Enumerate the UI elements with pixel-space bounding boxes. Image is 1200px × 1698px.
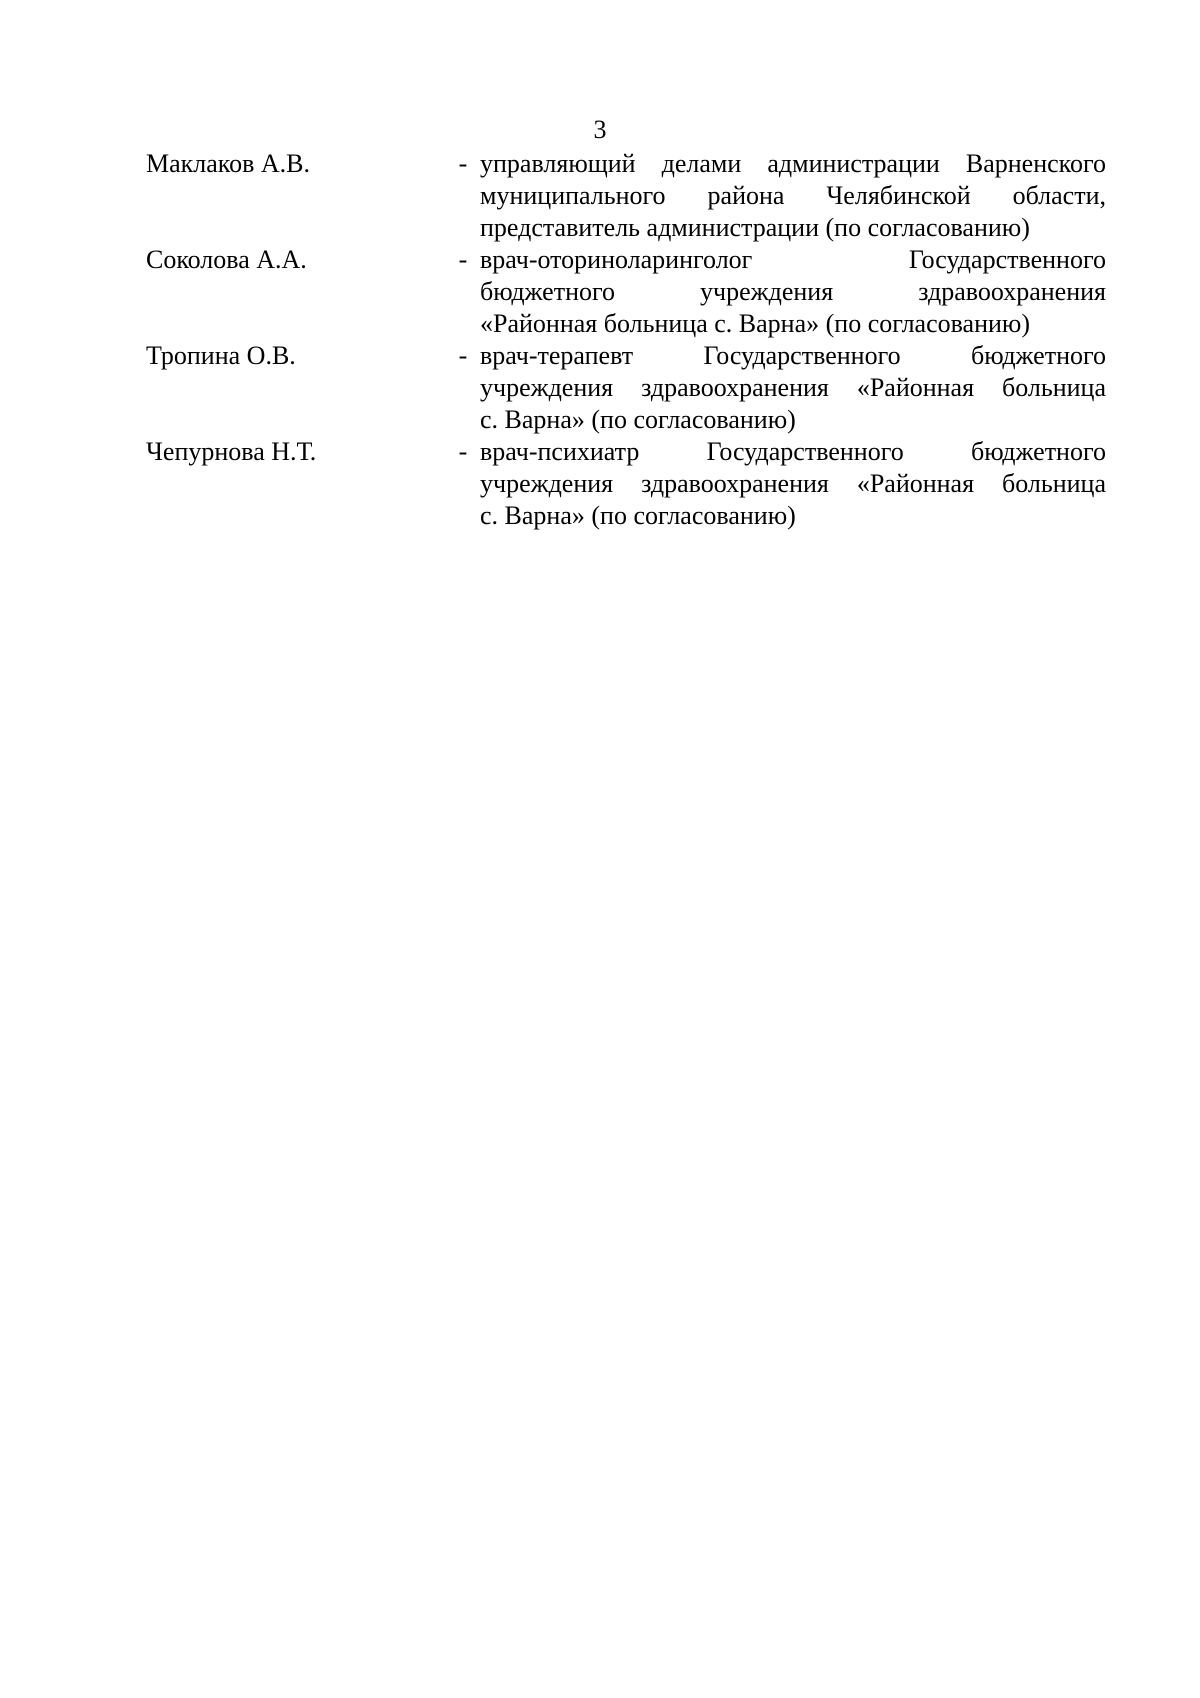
member-role-line: учреждения здравоохранения «Районная больница [480,469,1106,498]
member-name: Тропина О.В. [146,341,296,370]
member-role [480,148,1106,244]
member-row [146,148,1106,244]
member-role-line: управляющий делами администрации Варненского [480,149,1106,178]
page-number: 3 [593,115,607,144]
member-role [480,244,1106,340]
member-name: Чепурнова Н.Т. [146,437,317,466]
member-role-line: учреждения здравоохранения «Районная больница [480,373,1106,402]
member-role-line: врач-психиатр Государственного бюджетного [480,437,1106,466]
member-row [146,244,1106,340]
member-role-line: с. Варна» (по согласованию) [480,501,796,530]
member-role-line: с. Варна» (по согласованию) [480,405,796,434]
member-name: Соколова А.А. [146,245,307,274]
member-dash: - [458,245,468,274]
member-row [146,340,1106,436]
member-dash: - [458,437,468,466]
member-name: Маклаков А.В. [146,149,311,178]
member-dash: - [458,149,468,178]
member-role-line: врач-терапевт Государственного бюджетного [480,341,1106,370]
member-list [146,148,1106,532]
member-role [480,436,1106,532]
member-role-line: «Районная больница с. Варна» (по согласованию) [480,309,1031,338]
member-row [146,436,1106,532]
member-role [480,340,1106,436]
member-role-line: представитель администрации (по согласованию) [480,213,1030,242]
member-role-line: врач-оториноларинголог Государственного [480,245,1106,274]
member-role-line: муниципального района Челябинской области, [480,181,1106,210]
member-role-line: бюджетного учреждения здравоохранения [480,277,1106,306]
member-dash: - [458,341,468,370]
